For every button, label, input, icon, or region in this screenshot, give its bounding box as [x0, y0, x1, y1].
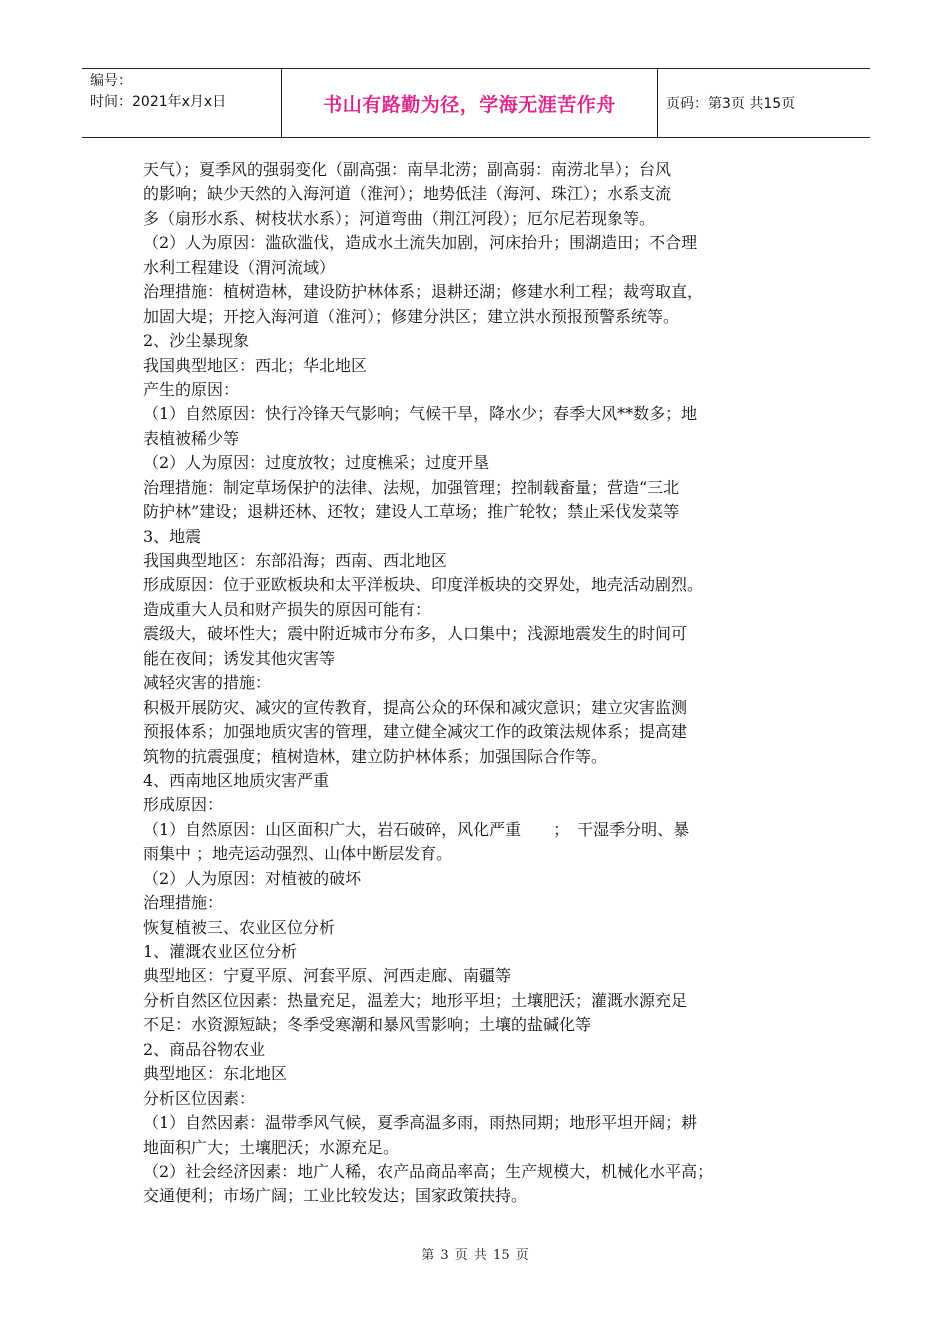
- text-line: 恢复植被三、农业区位分析: [143, 917, 336, 937]
- text-line: 我国典型地区：东部沿海；西南、西北地区: [143, 551, 448, 570]
- header-motto: 书山有路勤为径，学海无涯苦作舟: [282, 69, 658, 137]
- text-line: （2）社会经济因素：地广人稀，农产品商品率高；生产规模大，机械化水平高；: [143, 1161, 714, 1181]
- text-line: 典型地区：宁夏平原、河套平原、河西走廊、南疆等: [143, 966, 512, 986]
- text-line: （1）自然因素：温带季风气候，夏季高温多雨，雨热同期；地形平坦开阔；耕: [143, 1113, 698, 1133]
- text-line: 产生的原因：: [143, 379, 240, 399]
- text-line: （1）自然原因：山区面积广大，岩石破碎，风化严重 ； 干湿季分明、暴: [143, 819, 690, 839]
- text-line: 多（扇形水系、树枝状水系）；河道弯曲（荆江河段）；厄尔尼若现象等。: [143, 208, 656, 228]
- text-line: 积极开展防灾、减灾的宣传教育，提高公众的环保和减灾意识；建立灾害监测: [143, 697, 688, 717]
- text-line: 能在夜间；诱发其他灾害等: [143, 648, 336, 668]
- document-number-label: 编号：: [90, 73, 132, 89]
- text-line: 治理措施：植树造林，建设防护林体系；退耕还湖；修建水利工程；裁弯取直，: [143, 282, 704, 302]
- text-line: 形成原因：位于亚欧板块和太平洋板块、印度洋板块的交界处，地壳活动剧烈。: [143, 575, 704, 595]
- text-line: 分析自然区位因素：热量充足，温差大；地形平坦；土壤肥沃；灌溉水源充足: [143, 990, 688, 1010]
- text-line: 的影响；缺少天然的入海河道（淮河）；地势低洼（海河、珠江）；水系支流: [143, 184, 672, 204]
- text-line: 筑物的抗震强度；植树造林，建立防护林体系；加强国际合作等。: [143, 746, 608, 766]
- text-line: 形成原因：: [143, 795, 224, 815]
- text-line: 1、灌溉农业区位分析: [143, 942, 298, 961]
- header-meta: [82, 69, 282, 137]
- text-line: （2）人为原因：过度放牧；过度樵采；过度开垦: [143, 453, 490, 473]
- text-line: 加固大堤；开挖入海河道（淮河）；修建分洪区；建立洪水预报预警系统等。: [143, 306, 680, 326]
- header-page-info: 页码：第3页 共15页: [666, 96, 796, 112]
- page-header: [82, 68, 870, 138]
- text-line: 震级大，破坏性大；震中附近城市分布多，人口集中；浅源地震发生的时间可: [143, 624, 688, 644]
- text-line: 预报体系；加强地质灾害的管理，建立健全减灾工作的政策法规体系；提高建: [143, 722, 688, 742]
- text-line: 防护林”建设；退耕还林、还牧；建设人工草场；推广轮牧；禁止采伐发菜等: [143, 502, 680, 522]
- text-line: 典型地区：东北地区: [143, 1064, 288, 1084]
- text-line: （1）自然原因：快行冷锋天气影响；气候干旱，降水少；春季大风**数多；地: [143, 404, 698, 424]
- text-line: 表植被稀少等: [143, 428, 240, 448]
- text-line: （2）人为原因：滥砍滥伐，造成水土流失加剧，河床抬升；围湖造田；不合理: [143, 233, 698, 253]
- text-line: 3、地震: [143, 526, 202, 546]
- page-footer: 第 3 页 共 15 页: [421, 1248, 529, 1263]
- text-line: 分析区位因素：: [143, 1088, 256, 1108]
- text-line: 2、沙尘暴现象: [143, 331, 250, 351]
- text-line: 治理措施：制定草场保护的法律、法规，加强管理；控制载畜量；营造“三北: [143, 477, 680, 497]
- text-line: 雨集中 ；地壳运动强烈、山体中断层发育。: [143, 844, 453, 864]
- text-line: 天气）；夏季风的强弱变化（副高强：南旱北涝；副高弱：南涝北旱）；台风: [143, 160, 672, 179]
- text-line: 不足：水资源短缺；冬季受寒潮和暴风雪影响；土壤的盐碱化等: [143, 1015, 592, 1035]
- text-line: 交通便利；市场广阔；工业比较发达；国家政策扶持。: [143, 1186, 528, 1206]
- text-line: 地面积广大；土壤肥沃；水源充足。: [143, 1137, 400, 1157]
- text-line: 水利工程建设（渭河流域）: [143, 257, 336, 277]
- text-line: 2、商品谷物农业: [143, 1039, 266, 1059]
- text-line: 治理措施：: [143, 893, 224, 913]
- document-body: [143, 158, 823, 1209]
- text-line: 造成重大人员和财产损失的原因可能有：: [143, 599, 432, 619]
- document-date-label: 时间：2021年x月x日: [90, 94, 227, 110]
- text-line: 4、西南地区地质灾害严重: [143, 770, 330, 790]
- text-line: 我国典型地区：西北；华北地区: [143, 355, 368, 375]
- text-line: 减轻灾害的措施：: [143, 673, 272, 693]
- text-line: （2）人为原因：对植被的破坏: [143, 868, 362, 888]
